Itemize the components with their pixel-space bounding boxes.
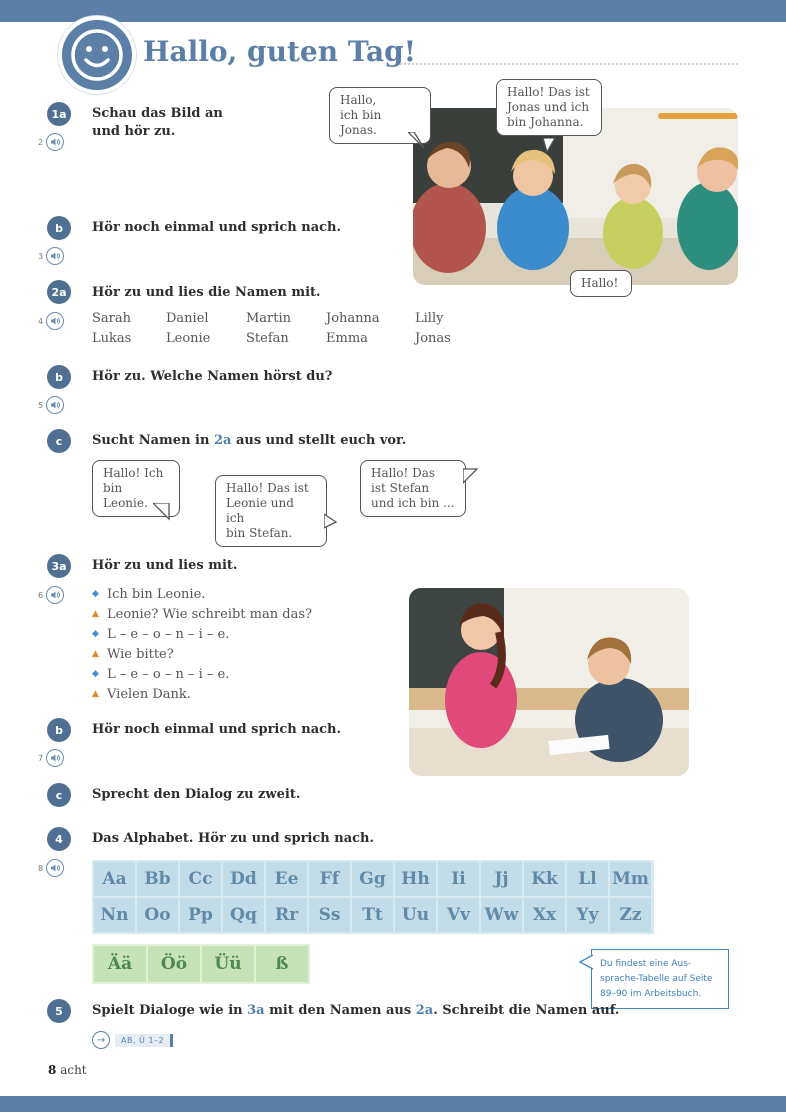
umlaut-cell: Ää: [94, 946, 146, 982]
task-badge-1a: 1a: [47, 102, 71, 126]
bubble-line: bin Stefan.: [226, 526, 293, 540]
dialog-line: [92, 684, 312, 704]
track-number: 8: [38, 863, 44, 873]
speaker-icon[interactable]: [46, 133, 64, 151]
task-badge-3a: 3a: [47, 554, 71, 578]
letter-cell: Rr: [266, 898, 307, 932]
audio-track-2[interactable]: [38, 133, 64, 151]
letter-cell: Mm: [610, 862, 651, 896]
page-number: [48, 1063, 87, 1077]
dialog-text: Vielen Dank.: [107, 686, 191, 702]
bubble-line: Hallo! Das ist: [226, 481, 309, 495]
speech-bubble-johanna: [496, 79, 602, 136]
task-badge-4: 4: [47, 827, 71, 851]
letter-cell: Ww: [481, 898, 522, 932]
bubble-line: Jonas und ich: [507, 100, 590, 114]
task-3b-instruction: Hör noch einmal und sprich nach.: [92, 722, 342, 737]
name-item: Daniel: [166, 311, 209, 326]
name-item: Jonas: [415, 331, 451, 346]
dialog-text: L – e – o – n – i – e.: [107, 666, 230, 682]
instruction-text: mit den Namen aus: [264, 1003, 416, 1018]
task-badge-2c: c: [47, 429, 71, 453]
names-row: [92, 311, 451, 331]
task-reference: 2a: [213, 433, 232, 448]
audio-track-8[interactable]: [38, 859, 64, 877]
letter-cell: Gg: [352, 862, 393, 896]
bubble-line: und ich bin ...: [371, 496, 455, 510]
letter-cell: Uu: [395, 898, 436, 932]
students-photo: [409, 588, 689, 776]
diamond-marker-icon: ◆: [92, 589, 99, 599]
name-item: Martin: [246, 311, 292, 326]
example-bubble-leonie: [92, 460, 180, 517]
name-item: Stefan: [246, 331, 289, 346]
task-4-instruction: Das Alphabet. Hör zu und sprich nach.: [92, 831, 375, 846]
letter-cell: Ss: [309, 898, 350, 932]
bubble-line: ich bin Jonas.: [340, 108, 382, 137]
letter-cell: Dd: [223, 862, 264, 896]
dialog-text: L – e – o – n – i – e.: [107, 626, 230, 642]
tip-line: sprache-Tabelle auf Seite: [600, 974, 713, 984]
task-badge-3c: c: [47, 783, 71, 807]
alphabet-row: [94, 898, 652, 932]
task-5-instruction: [92, 1002, 619, 1020]
letter-cell: Ii: [438, 862, 479, 896]
bubble-line: Leonie und ich: [226, 496, 294, 525]
dialog-text: Leonie? Wie schreibt man das?: [107, 606, 312, 622]
task-2b-instruction: Hör zu. Welche Namen hörst du?: [92, 369, 333, 384]
letter-cell: Vv: [438, 898, 479, 932]
speech-bubble-jonas: [329, 87, 431, 144]
instruction-text: . Schreibt die Namen auf.: [433, 1003, 620, 1018]
workbook-reference-label: AB, Ü 1–2: [115, 1034, 173, 1047]
umlaut-cell: ß: [256, 946, 308, 982]
task-badge-5: 5: [47, 999, 71, 1023]
letter-cell: Ff: [309, 862, 350, 896]
names-row: [92, 331, 451, 351]
speaker-icon[interactable]: [46, 749, 64, 767]
title-divider: [400, 63, 738, 65]
instruction-text: aus und stellt euch vor.: [231, 433, 407, 448]
page-number-word: acht: [60, 1063, 87, 1077]
dialog-line: [92, 584, 312, 604]
name-item: Emma: [326, 331, 368, 346]
letter-cell: Ee: [266, 862, 307, 896]
bubble-line: Hallo! Das: [371, 466, 436, 480]
task-2a-instruction: Hör zu und lies die Namen mit.: [92, 285, 321, 300]
diamond-marker-icon: ◆: [92, 669, 99, 679]
umlaut-table: [92, 944, 310, 984]
letter-cell: Bb: [137, 862, 178, 896]
name-item: Johanna: [326, 311, 380, 326]
name-item: Lukas: [92, 331, 132, 346]
smiley-icon: [58, 16, 136, 94]
instruction-text: Spielt Dialoge wie in: [92, 1003, 248, 1018]
letter-cell: Pp: [180, 898, 221, 932]
alphabet-row: [94, 862, 652, 896]
diamond-marker-icon: ◆: [92, 629, 99, 639]
track-number: 3: [38, 251, 44, 261]
bubble-line: Hallo! Das ist: [507, 85, 590, 99]
top-band: [0, 0, 786, 22]
track-number: 7: [38, 753, 44, 763]
letter-cell: Qq: [223, 898, 264, 932]
bubble-line: ist Stefan: [371, 481, 430, 495]
dialog-text: Wie bitte?: [107, 646, 174, 662]
track-number: 4: [38, 316, 44, 326]
name-item: Lilly: [415, 311, 444, 326]
tip-line: Du findest eine Aus-: [600, 959, 692, 969]
bubble-line: Hallo,: [340, 93, 377, 107]
speech-bubble-hallo: [570, 270, 632, 297]
task-badge-3b: b: [47, 718, 71, 742]
bottom-band: [0, 1096, 786, 1112]
triangle-marker-icon: ▲: [92, 609, 99, 619]
name-item: Sarah: [92, 311, 131, 326]
letter-cell: Aa: [94, 862, 135, 896]
audio-track-4[interactable]: [38, 312, 64, 330]
dialog-text: Ich bin Leonie.: [107, 586, 206, 602]
triangle-marker-icon: ▲: [92, 649, 99, 659]
umlaut-cell: Öö: [148, 946, 200, 982]
example-bubble-und-ich-bin: [360, 460, 466, 517]
bubble-line: Hallo! Ich: [103, 466, 164, 480]
instruction-line: und hör zu.: [92, 124, 176, 139]
letter-cell: Jj: [481, 862, 522, 896]
arrow-right-icon: →: [92, 1031, 110, 1049]
audio-track-3[interactable]: [38, 247, 64, 265]
task-reference: 3a: [247, 1003, 265, 1018]
instruction-text: Sucht Namen in: [92, 433, 214, 448]
umlaut-cell: Üü: [202, 946, 254, 982]
dialog-line: [92, 664, 312, 684]
audio-track-5[interactable]: [38, 396, 64, 414]
dialog-line: [92, 604, 312, 624]
names-list: [92, 311, 451, 351]
track-number: 5: [38, 400, 44, 410]
track-number: 6: [38, 590, 44, 600]
bubble-line: bin Johanna.: [507, 115, 584, 129]
task-1b-instruction: Hör noch einmal und sprich nach.: [92, 220, 342, 235]
letter-cell: Hh: [395, 862, 436, 896]
task-badge-2a: 2a: [47, 280, 71, 304]
letter-cell: Nn: [94, 898, 135, 932]
page-number-digit: 8: [48, 1063, 57, 1077]
track-number: 2: [38, 137, 44, 147]
letter-cell: Oo: [137, 898, 178, 932]
page-title: Hallo, guten Tag!: [143, 35, 416, 68]
letter-cell: Zz: [610, 898, 651, 932]
dialog-line: [92, 644, 312, 664]
speaker-icon[interactable]: [46, 396, 64, 414]
audio-track-7[interactable]: [38, 749, 64, 767]
letter-cell: Tt: [352, 898, 393, 932]
task-1a-instruction: [92, 105, 223, 141]
letter-cell: Kk: [524, 862, 565, 896]
letter-cell: Ll: [567, 862, 608, 896]
speaker-icon[interactable]: [46, 586, 64, 604]
letter-cell: Yy: [567, 898, 608, 932]
alphabet-table: [92, 860, 654, 934]
letter-cell: Xx: [524, 898, 565, 932]
instruction-line: Schau das Bild an: [92, 106, 223, 121]
dialog-list: [92, 584, 312, 704]
triangle-marker-icon: ▲: [92, 689, 99, 699]
speaker-icon[interactable]: [46, 247, 64, 265]
name-item: Leonie: [166, 331, 211, 346]
tip-line: 89–90 im Arbeitsbuch.: [600, 989, 702, 999]
task-3c-instruction: Sprecht den Dialog zu zweit.: [92, 787, 301, 802]
task-badge-2b: b: [47, 365, 71, 389]
letter-cell: Cc: [180, 862, 221, 896]
bubble-line: bin Leonie.: [103, 481, 148, 510]
dialog-line: [92, 624, 312, 644]
audio-track-6[interactable]: [38, 586, 64, 604]
speaker-icon[interactable]: [46, 859, 64, 877]
task-badge-1b: b: [47, 216, 71, 240]
task-3a-instruction: Hör zu und lies mit.: [92, 558, 238, 573]
task-reference: 2a: [415, 1003, 434, 1018]
bubble-line: Hallo!: [581, 276, 619, 290]
workbook-reference[interactable]: [92, 1031, 173, 1049]
task-2c-instruction: [92, 432, 406, 450]
example-bubble-stefan: [215, 475, 327, 547]
speaker-icon[interactable]: [46, 312, 64, 330]
pronunciation-tip-box: [591, 949, 729, 1009]
